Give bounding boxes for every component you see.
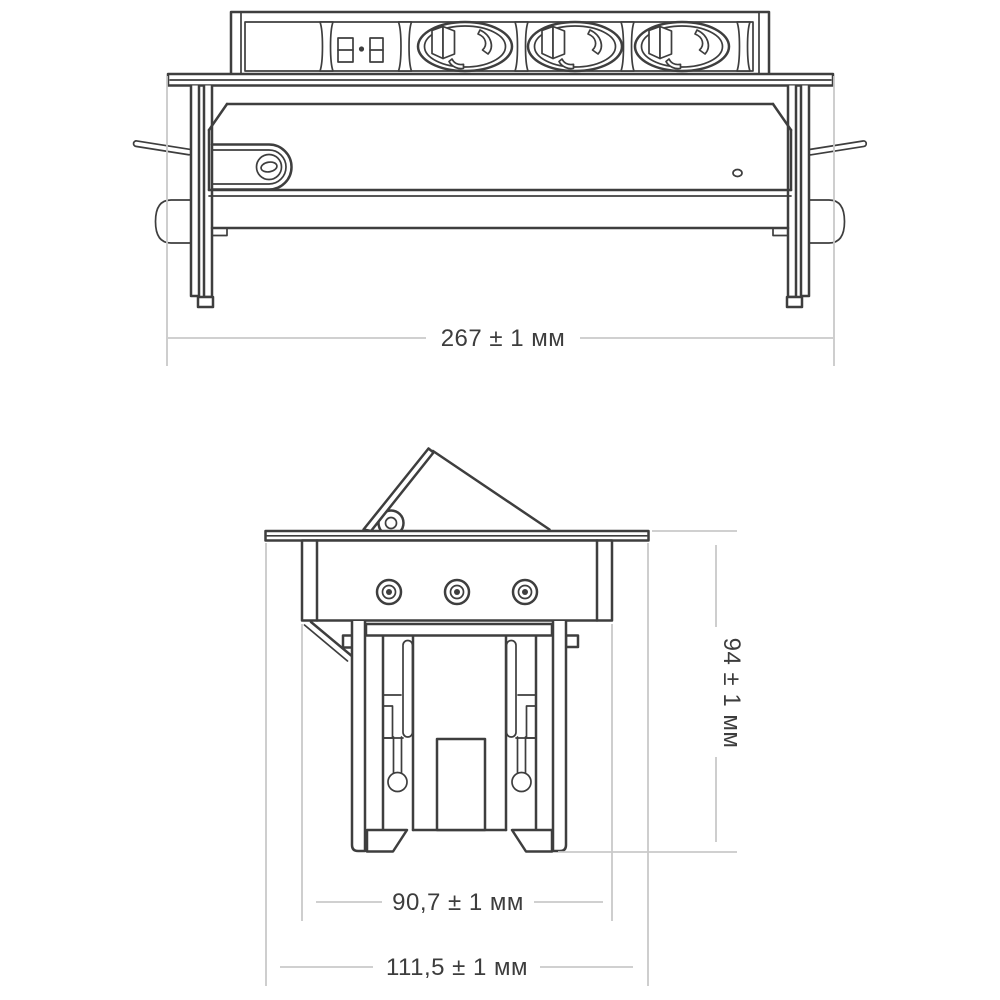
left-clamp-block [156,200,193,243]
right-slide-column [506,636,536,830]
schuko-socket-1 [418,22,512,71]
left-leg [352,621,365,851]
front-view [133,12,866,307]
slot-end-icon [388,773,407,792]
lock-knob [212,145,292,190]
schuko-socket-3 [635,22,729,71]
right-clamp-block [808,200,845,243]
socket-strip [231,12,769,75]
strip-post [515,22,528,71]
center-block [437,739,485,830]
left-slide-column [383,636,413,830]
screw-2 [445,580,469,604]
right-tab [566,636,578,648]
right-spring-arm-icon [808,141,867,156]
guide-pin [507,641,517,738]
screw-1 [377,580,401,604]
strip-post [737,22,750,71]
screw-3 [513,580,537,604]
open-lid [364,449,550,536]
schuko-socket-2 [528,22,622,71]
dimension-label-inner-width: 90,7 ± 1 мм [392,889,524,916]
left-spring-arm-icon [133,141,192,156]
table-plate [168,74,833,86]
table-plate-side [266,531,649,541]
strip-post [320,22,333,71]
cross-rail [366,624,552,636]
left-foot [367,830,407,852]
right-leg [553,621,566,851]
dimension-label-width: 267 ± 1 мм [440,325,566,352]
screw-slot-icon [260,161,277,173]
dimension-label-overall-width: 111,5 ± 1 мм [385,954,529,981]
body-side [302,541,612,621]
indicator-dot [359,46,364,51]
dimension-label-height: 94 ± 1 мм [718,637,745,749]
right-foot [512,830,552,852]
slot-end-icon [512,773,531,792]
side-view [266,449,649,852]
pin-hole-icon [733,170,742,177]
body-front [209,104,791,236]
guide-pin [403,641,413,738]
clamp-mechanism [305,621,579,852]
strip-post [399,22,412,71]
